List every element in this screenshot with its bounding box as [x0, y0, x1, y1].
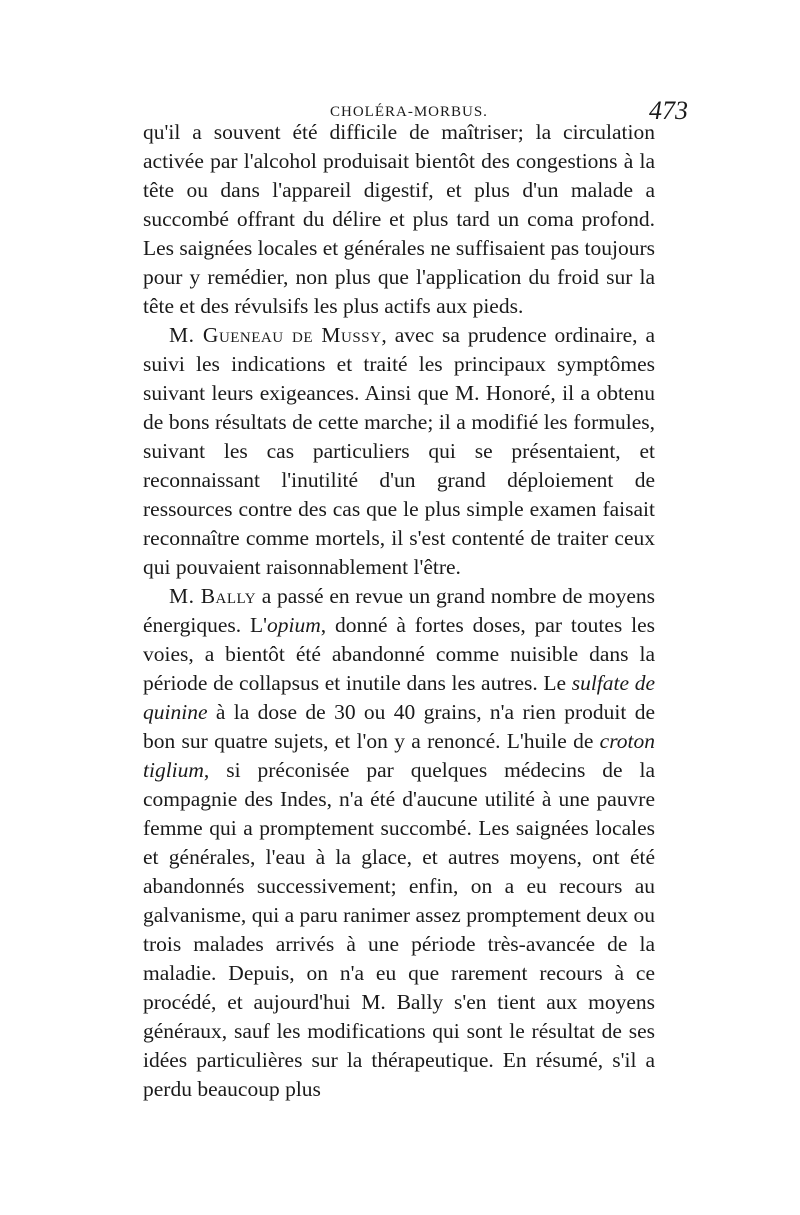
page-number: 473 [649, 96, 688, 125]
running-title: CHOLÉRA-MORBUS. [330, 104, 488, 120]
paragraph [143, 118, 655, 321]
italic-term: croton tiglium [143, 729, 655, 782]
paragraph-text: , donné à fortes doses, par toutes les voies, a bientôt été abandonné comme nuisible dans la période de collapsus et inutile dans les autres. Le [143, 613, 655, 695]
paragraph-text: à la dose de 30 ou 40 grains, n'a rien produit de bon sur quatre sujets, et l'on y a renoncé. L'huile de [143, 700, 655, 753]
italic-term: opium [266, 613, 321, 637]
body-text [143, 118, 655, 1104]
person-name: M. Gueneau de Mussy [169, 323, 382, 347]
paragraph-text: , avec sa prudence ordinaire, a suivi les indications et traité les principaux symptômes suivant leurs exigeances. Ainsi que M. Honoré, il a obtenu de bons résultats de cette marche; il a modifié les formules, suivant les cas particuliers qui se présentaient, et reconnaissant l'inutilité d'un grand déploiement de ressources contre des cas que le plus simple examen faisait reconnaître comme mortels, il s'est contenté de traiter ceux qui pouvaient raisonnablement l'être. [143, 323, 655, 579]
paragraph [143, 321, 655, 582]
paragraph-text: , si préconisée par quelques médecins de la compagnie des Indes, n'a été d'aucune utilité à une pauvre femme qui a promptement succombé. Les saignées locales et générales, l'eau à la glace, et autres moyens, ont été abandonnés successivement; enfin, on a eu recours au galvanisme, qui a paru ranimer assez promptement deux ou trois malades arrivés à une période très-avancée de la maladie. Depuis, on n'a eu que rarement recours à ce procédé, et aujourd'hui M. Bally s'en tient aux moyens généraux, sauf les modifications qui sont le résultat de ses idées particulières sur la thérapeutique. En résumé, s'il a perdu beaucoup plus [143, 758, 655, 1101]
paragraph [143, 582, 655, 1104]
paragraph-text: qu'il a souvent été difficile de maîtriser; la circulation activée par l'alcohol produisait bientôt des congestions à la tête ou dans l'appareil digestif, et plus d'un malade a succombé offrant du délire et plus tard un coma profond. Les saignées locales et générales ne suffisaient pas toujours pour y remédier, non plus que l'application du froid sur la tête et des révulsifs les plus actifs aux pieds. [143, 120, 655, 318]
italic-term: sulfate de quinine [143, 671, 655, 724]
person-name: M. Bally [169, 584, 257, 608]
paragraph-text: a passé en revue un grand nombre de moyens énergiques. L' [143, 584, 655, 637]
